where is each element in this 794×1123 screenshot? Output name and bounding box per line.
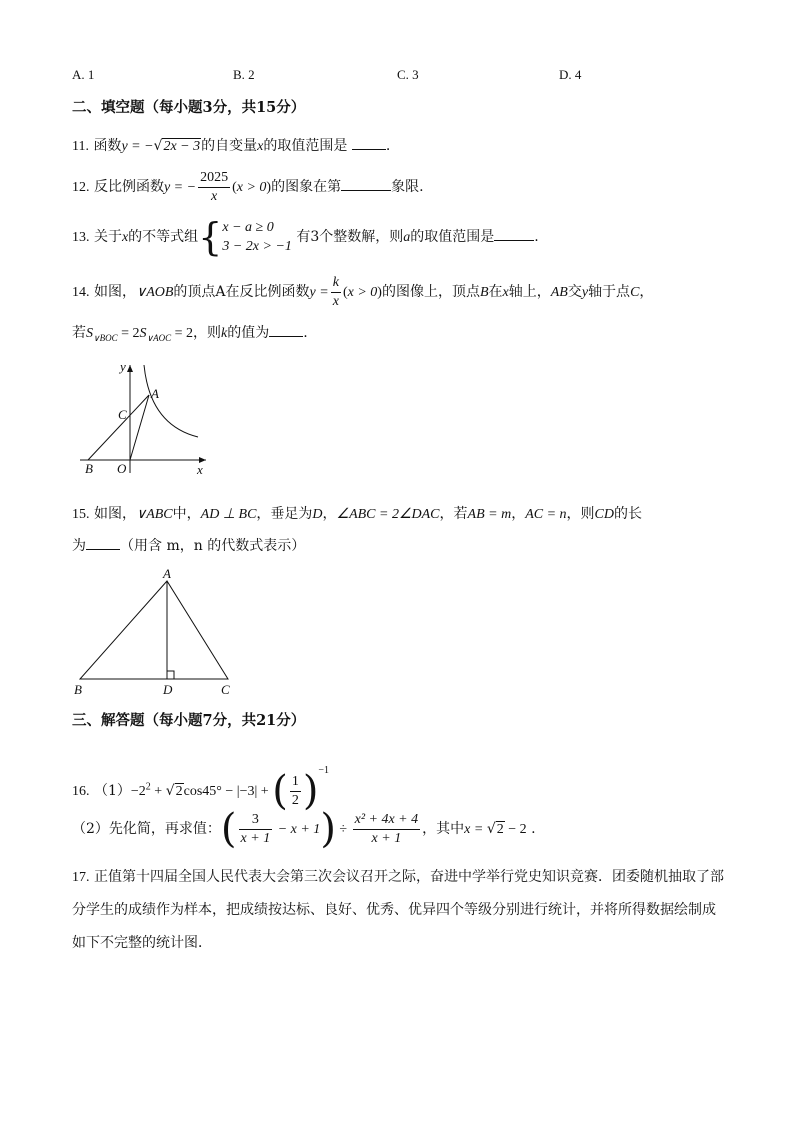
q14-point-b: B bbox=[479, 285, 489, 300]
q16-abs-value: −3 bbox=[239, 784, 255, 799]
q14-eq: = 2 bbox=[117, 326, 140, 341]
question-14: 14. 如图，∨AOB的顶点A在反比例函数y = $\frac{k}{x}$ (x > 0)的图像上，顶点B在x轴上，AB交y轴于点C， bbox=[72, 274, 654, 309]
q13-text-2: 的不等式组 bbox=[128, 229, 199, 245]
y-axis-arrow-icon bbox=[127, 365, 133, 372]
label-c: C bbox=[118, 407, 127, 422]
q14-text-3: 的图像上，顶点 bbox=[381, 284, 480, 300]
q17-text-1: 正值第十四届全国人民代表大会第三次会议召开之际，奋进中学举行党史知识竞赛．团委随机抽取了部 bbox=[93, 869, 724, 885]
choice-b: B. 2 bbox=[233, 67, 255, 82]
q16-expr: − x + 1 bbox=[274, 822, 321, 837]
q14-s1-sub: ∨BOC bbox=[93, 332, 118, 343]
q14-text-4: 在 bbox=[488, 284, 503, 300]
q15-l2-text: 为 bbox=[72, 538, 86, 554]
q15-text: 如图， bbox=[93, 506, 136, 522]
question-16-part-1: 16. $(1)-2^2 + √2\cos 45^\circ - |-3|$ + ( $\frac{1}{2}$ )$^{-1}$ bbox=[72, 765, 330, 814]
answer-blank[interactable] bbox=[86, 535, 120, 550]
q15-text-3: ，垂足为 bbox=[256, 506, 313, 522]
q12-fraction bbox=[198, 169, 230, 206]
figure-15-triangle-diagram bbox=[70, 563, 240, 701]
q15-perp: AD ⊥ BC bbox=[200, 507, 257, 522]
q17-number: 17. bbox=[72, 870, 90, 885]
q13-text-4: 的取值范围是 bbox=[410, 229, 495, 245]
q16-exponent: −1 bbox=[318, 765, 330, 776]
q12-text-2: 的图象在第 bbox=[271, 179, 342, 195]
left-brace: { bbox=[198, 215, 223, 259]
q16-divide: ÷ bbox=[335, 822, 351, 837]
q15-d: D bbox=[312, 507, 323, 522]
choice-a: A. 1 bbox=[72, 67, 95, 82]
q16-period: . bbox=[526, 821, 536, 837]
q14-condition: x > 0 bbox=[347, 285, 378, 300]
q16-radicand-2: 2 bbox=[496, 822, 504, 837]
q15-l2-text-2: （用含 m，n 的代数式表示） bbox=[120, 538, 306, 554]
q16-x-value: x = bbox=[464, 822, 487, 837]
q14-triangle: ∨AOB bbox=[135, 285, 174, 300]
question-14-line-2 bbox=[72, 322, 308, 348]
triangle-abc bbox=[80, 581, 228, 679]
question-13 bbox=[72, 216, 539, 259]
q11-text-3: 的取值范围是 bbox=[263, 138, 348, 154]
q14-s2-sub: ∨AOC bbox=[146, 332, 172, 343]
q16-frac-den: 2 bbox=[291, 792, 299, 808]
q12-frac-den: x bbox=[210, 188, 218, 204]
label-b: B bbox=[74, 682, 82, 697]
q14-x: x bbox=[502, 285, 509, 300]
question-16-part-2: （2）先化简，再求值：( $\frac{3}{x + 1}$ − x + 1) ÷ $\frac{\text{x² + 4x + 4}}{x + 1}$ ，其中x = √2 − 2 . bbox=[72, 806, 536, 852]
q14-l2-text-2: ，则 bbox=[193, 325, 221, 341]
q16-cos-term: cos45° − bbox=[183, 784, 237, 799]
q16-minus-2: − 2 bbox=[504, 822, 527, 837]
q16-plus-2: + bbox=[257, 784, 273, 799]
sqrt-sign: √ bbox=[486, 821, 496, 837]
sqrt-sign: √ bbox=[153, 138, 163, 154]
q16-frac-1-den: x + 1 bbox=[240, 830, 271, 846]
inequality-system bbox=[222, 218, 292, 256]
right-angle-icon bbox=[167, 671, 174, 679]
section-2-title: 二、填空题（每小题3分，共15分） bbox=[72, 99, 306, 116]
q11-text-2: 的自变量 bbox=[201, 138, 258, 154]
q14-k: k bbox=[221, 326, 228, 341]
question-12: 12. 反比例函数y = − $\frac{2025}{x}$ (x > 0)的图象在第 象限. bbox=[72, 169, 424, 204]
choice-d: D. 4 bbox=[559, 67, 582, 82]
q15-text-8: 的长 bbox=[614, 506, 642, 522]
answer-blank[interactable] bbox=[341, 176, 391, 191]
q16-frac-2-den: x + 1 bbox=[371, 830, 402, 846]
q16-frac-1-num: 3 bbox=[239, 811, 273, 830]
q12-number: 12. bbox=[72, 180, 90, 195]
q16-fraction bbox=[290, 773, 301, 810]
hyperbola-curve bbox=[144, 365, 198, 437]
q13-var: x bbox=[121, 230, 129, 245]
q15-text-2: 中， bbox=[172, 506, 201, 522]
q13-var-2: a bbox=[403, 230, 411, 245]
q16-frac-num: 1 bbox=[290, 773, 301, 792]
q15-text-5: ，若 bbox=[439, 506, 468, 522]
answer-blank[interactable] bbox=[352, 135, 386, 150]
q14-y: y bbox=[581, 285, 589, 300]
q13-period: . bbox=[534, 229, 539, 245]
question-15 bbox=[72, 504, 642, 525]
q11-expr: y = − bbox=[121, 139, 154, 154]
answer-blank[interactable] bbox=[494, 226, 534, 241]
question-17-line-2: 分学生的成绩作为样本，把成绩按达标、良好、优秀、优异四个等级分别进行统计，并将所得数据绘制成 bbox=[72, 902, 716, 918]
q11-radicand: 2x − 3 bbox=[163, 139, 201, 154]
q14-s2: S bbox=[139, 326, 147, 341]
q14-s1: S bbox=[86, 326, 93, 341]
q14-text-5: 轴上， bbox=[508, 284, 551, 300]
q14-text-8: ， bbox=[639, 284, 654, 300]
q15-text-6: ， bbox=[511, 506, 526, 522]
q15-triangle: ∨ABC bbox=[135, 507, 173, 522]
q12-frac-num: 2025 bbox=[198, 169, 230, 188]
q14-l2-text-3: 的值为 bbox=[227, 325, 270, 341]
q16-plus: + bbox=[150, 784, 166, 799]
q14-text-2: 的顶点A在反比例函数 bbox=[173, 284, 310, 300]
answer-blank[interactable] bbox=[269, 322, 303, 337]
q14-text-7: 轴于点 bbox=[588, 284, 631, 300]
question-17-line-3: 如下不完整的统计图． bbox=[72, 935, 212, 951]
q15-text-7: ，则 bbox=[566, 506, 595, 522]
q16-fraction-1 bbox=[239, 811, 273, 848]
q16-fraction-2 bbox=[353, 811, 421, 848]
q15-angle: ∠ABC = 2∠DAC bbox=[336, 507, 440, 522]
q11-var: x bbox=[257, 139, 264, 154]
question-17-line-1 bbox=[72, 867, 724, 888]
q14-l2-text: 若 bbox=[72, 325, 86, 341]
section-3-title: 三、解答题（每小题7分，共21分） bbox=[72, 712, 306, 729]
q14-text-6: 交 bbox=[567, 284, 582, 300]
q15-text-4: ， bbox=[322, 506, 337, 522]
q14-frac-num: k bbox=[331, 274, 341, 293]
q16-part-1-label: （1） bbox=[93, 783, 131, 799]
q14-fraction bbox=[331, 274, 341, 311]
q11-text: 函数 bbox=[93, 138, 122, 154]
q15-cd: CD bbox=[594, 507, 614, 522]
sqrt-sign: √ bbox=[165, 783, 175, 799]
label-a: A bbox=[151, 386, 159, 401]
q14-number: 14. bbox=[72, 285, 90, 300]
label-b: B bbox=[85, 461, 93, 476]
q11-period: . bbox=[385, 138, 391, 154]
label-a: A bbox=[163, 566, 171, 581]
q12-text: 反比例函数 bbox=[93, 179, 164, 195]
q16-part-2-label: （2）先化简，再求值： bbox=[72, 821, 221, 837]
label-o: O bbox=[117, 461, 127, 476]
choice-c: C. 3 bbox=[397, 67, 419, 82]
q11-number: 11. bbox=[72, 139, 89, 154]
q14-ab: AB bbox=[550, 285, 568, 300]
q15-number: 15. bbox=[72, 507, 90, 522]
q16-text: ，其中 bbox=[422, 821, 465, 837]
figure-14-hyperbola-diagram bbox=[70, 355, 220, 477]
q14-text: 如图， bbox=[93, 284, 136, 300]
q14-point-c: C bbox=[630, 285, 640, 300]
question-11 bbox=[72, 135, 390, 157]
q16-term-1: −2 bbox=[130, 784, 146, 799]
q15-eq-1: AB = m bbox=[467, 507, 512, 522]
q14-frac-den: x bbox=[332, 293, 339, 309]
q12-condition: x > 0 bbox=[236, 180, 267, 195]
q12-expr: y = − bbox=[163, 180, 197, 195]
question-15-line-2 bbox=[72, 535, 305, 556]
q14-expr: y = bbox=[309, 285, 329, 300]
q13-ineq-2: 3 − 2x > −1 bbox=[222, 239, 292, 254]
q14-eq-2: = 2 bbox=[171, 326, 193, 341]
q16-radicand: 2 bbox=[175, 784, 183, 799]
q16-number: 16. bbox=[72, 784, 90, 799]
q14-period: . bbox=[303, 325, 308, 341]
q13-text-3: 有3个整数解，则 bbox=[296, 229, 404, 245]
q15-eq-2: AC = n bbox=[525, 507, 567, 522]
q13-text: 关于 bbox=[93, 229, 122, 245]
q16-frac-2-num: x² + 4x + 4 bbox=[353, 811, 421, 830]
q16-term-1-exp: 2 bbox=[145, 781, 151, 793]
q12-text-3: 象限. bbox=[391, 179, 424, 195]
label-c: C bbox=[221, 682, 230, 697]
label-x: x bbox=[197, 462, 203, 477]
label-y: y bbox=[120, 359, 126, 374]
q13-ineq-1: x − a ≥ 0 bbox=[222, 220, 274, 235]
label-d: D bbox=[163, 682, 173, 697]
q13-number: 13. bbox=[72, 230, 90, 245]
